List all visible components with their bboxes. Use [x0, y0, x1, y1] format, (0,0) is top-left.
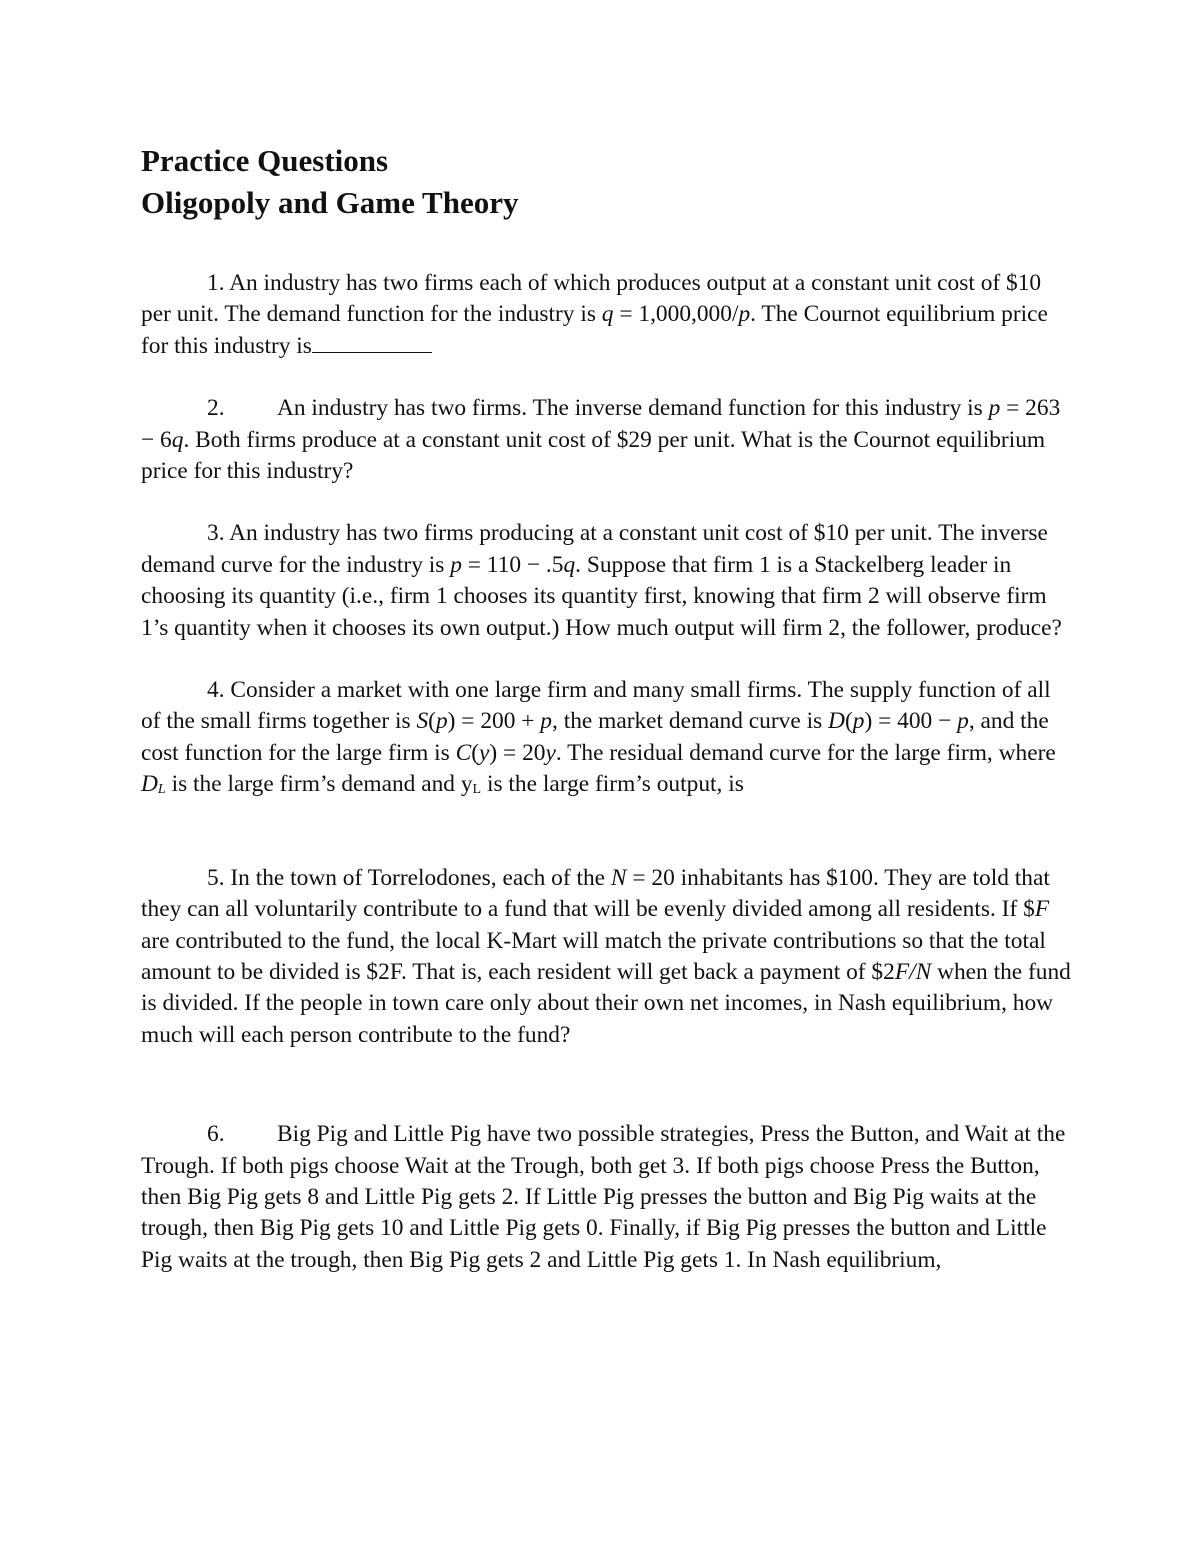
- question-number: 2.: [207, 395, 225, 422]
- question-list: [141, 268, 1071, 1276]
- question-1: 1. An industry has two firms each of which produces output at a constant unit cost of $10 per unit. The demand function for the industry is q = 1,000,000/p. The Cournot equilibrium price for this industry is: [141, 270, 1048, 359]
- question-4: 4. Consider a market with one large firm and many small firms. The supply function of all of the small firms together is S(p) = 200 + p, the market demand curve is D(p) = 400 − p, and the cost function for the large firm is C(y) = 20y. The residual demand curve for the large firm, where $D_L$ is the large firm’s demand and $y_L$ is the large firm’s output, is: [141, 677, 1056, 798]
- document-title: [141, 140, 1071, 224]
- question-2: 2. An industry has two firms. The inverse demand function for this industry is p = 263 − 6q. Both firms produce at a constant unit cost of $29 per unit. What is the Cournot equilibrium price for this industry?: [141, 395, 1061, 485]
- question-number: 5.: [207, 864, 225, 891]
- title-line-2: Oligopoly and Game Theory: [141, 185, 519, 220]
- question-number: 1.: [207, 270, 225, 296]
- question-3: 3. An industry has two firms producing at a constant unit cost of $10 per unit. The inverse demand curve for the industry is p = 110 − .5q. Suppose that firm 1 is a Stackelberg leader in choosing its quantity (i.e., firm 1 chooses its quantity first, knowing that firm 2 will observe firm 1’s quantity when it chooses its own output.) How much output will firm 2, the follower, produce?: [141, 520, 1062, 641]
- question-6: 6. Big Pig and Little Pig have two possible strategies, Press the Button, and Wait at the Trough. If both pigs choose Wait at the Trough, both get 3. If both pigs choose Press the Button, then Big Pig gets 8 and Little Pig gets 2. If Little Pig presses the button and Big Pig waits at the trough, then Big Pig gets 10 and Little Pig gets 0. Finally, if Big Pig presses the button and Little Pig waits at the trough, then Big Pig gets 2 and Little Pig gets 1. In Nash equilibrium,: [141, 1121, 1066, 1273]
- document-page: [141, 140, 1071, 1276]
- question-number: 6.: [207, 1121, 225, 1148]
- question-number: 3.: [207, 520, 225, 547]
- answer-blank: [312, 351, 432, 353]
- title-line-1: Practice Questions: [141, 143, 389, 178]
- question-number: 4.: [207, 677, 225, 704]
- question-5: 5. In the town of Torrelodones, each of the N = 20 inhabitants has $100. They are told that they can all voluntarily contribute to a fund that will be evenly divided among all residents. If $F are contributed to the fund, the local K-Mart will match the private contributions so that the total amount to be divided is $2F. That is, each resident will get back a payment of $2F/N when the fund is divided. If the people in town care only about their own net incomes, in Nash equilibrium, how much will each person contribute to the fund?: [141, 864, 1071, 1048]
